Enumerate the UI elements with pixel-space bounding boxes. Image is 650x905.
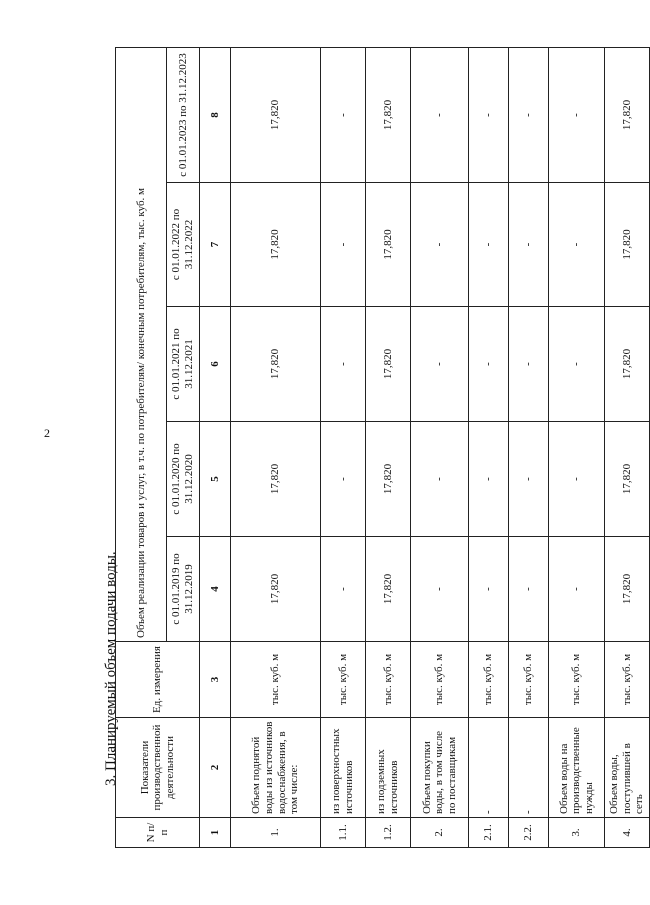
row-num: 2.	[411, 818, 469, 848]
row-num: 1.1.	[321, 818, 366, 848]
row-unit: тыс. куб. м	[605, 642, 650, 718]
row-value: 17,820	[605, 307, 650, 422]
row-name: из поверхностных источников	[321, 718, 366, 818]
row-value: -	[549, 183, 605, 307]
row-value: -	[469, 422, 509, 537]
table-row	[605, 47, 650, 847]
row-unit: тыс. куб. м	[469, 642, 509, 718]
row-name: -	[509, 718, 549, 818]
row-value: -	[321, 183, 366, 307]
column-number: 5	[200, 422, 231, 537]
row-value: 17,820	[605, 183, 650, 307]
row-value: -	[411, 422, 469, 537]
row-value: -	[321, 307, 366, 422]
table-row	[366, 47, 411, 847]
row-value: -	[469, 307, 509, 422]
row-value: -	[549, 537, 605, 642]
row-value: 17,820	[231, 183, 321, 307]
row-value: -	[469, 47, 509, 182]
row-value: -	[509, 307, 549, 422]
row-num: 1.2.	[366, 818, 411, 848]
header-period: с 01.01.2023 по 31.12.2023	[167, 47, 200, 182]
header-period: с 01.01.2021 по 31.12.2021	[167, 307, 200, 422]
row-value: 17,820	[366, 422, 411, 537]
row-value: 17,820	[366, 537, 411, 642]
row-unit: тыс. куб. м	[321, 642, 366, 718]
row-value: -	[411, 307, 469, 422]
row-value: -	[509, 183, 549, 307]
row-value: -	[469, 537, 509, 642]
row-value: 17,820	[231, 422, 321, 537]
header-unit: Ед. измерения	[116, 642, 200, 718]
row-value: -	[509, 422, 549, 537]
section-title: 3. Планируемый объем подачи воды.	[103, 551, 119, 786]
row-value: 17,820	[231, 47, 321, 182]
row-num: 1.	[231, 818, 321, 848]
row-value: -	[549, 307, 605, 422]
column-number: 8	[200, 47, 231, 182]
row-name: Объем покупки воды, в том числе по поставщикам	[411, 718, 469, 818]
row-value: 17,820	[605, 537, 650, 642]
column-number: 4	[200, 537, 231, 642]
table-row	[231, 47, 321, 847]
table-row	[509, 47, 549, 847]
row-value: -	[321, 537, 366, 642]
row-value: -	[549, 422, 605, 537]
row-value: 17,820	[231, 307, 321, 422]
row-value: 17,820	[605, 422, 650, 537]
row-name: из подземных источников	[366, 718, 411, 818]
water-supply-table	[115, 47, 650, 848]
header-period: с 01.01.2019 по 31.12.2019	[167, 537, 200, 642]
row-value: 17,820	[605, 47, 650, 182]
row-name: Объем поднятой воды из источников водоснабжения, в том числе:	[231, 718, 321, 818]
row-num: 4.	[605, 818, 650, 848]
row-num: 3.	[549, 818, 605, 848]
row-value: -	[411, 183, 469, 307]
row-value: -	[411, 47, 469, 182]
row-name: Объем воды на производственные нужды	[549, 718, 605, 818]
row-name: Объем воды, поступившей в сеть	[605, 718, 650, 818]
header-period-group: Объем реализации товаров и услуг, в т.ч. по потребителям/ конечным потребителям, тыс. куб. м	[116, 47, 167, 641]
column-number: 3	[200, 642, 231, 718]
row-unit: тыс. куб. м	[231, 642, 321, 718]
row-unit: тыс. куб. м	[549, 642, 605, 718]
header-num: N п/п	[116, 818, 200, 848]
row-value: 17,820	[231, 537, 321, 642]
row-num: 2.1.	[469, 818, 509, 848]
column-number: 1	[200, 818, 231, 848]
row-unit: тыс. куб. м	[366, 642, 411, 718]
row-value: -	[549, 47, 605, 182]
row-num: 2.2.	[509, 818, 549, 848]
column-number: 7	[200, 183, 231, 307]
table-row	[549, 47, 605, 847]
row-unit: тыс. куб. м	[411, 642, 469, 718]
table-row	[321, 47, 366, 847]
row-value: -	[509, 47, 549, 182]
water-supply-table-container	[115, 48, 646, 848]
row-value: 17,820	[366, 183, 411, 307]
row-value: -	[411, 537, 469, 642]
table-row	[411, 47, 469, 847]
row-value: -	[509, 537, 549, 642]
row-value: 17,820	[366, 307, 411, 422]
column-number: 6	[200, 307, 231, 422]
table-row	[469, 47, 509, 847]
row-name: -	[469, 718, 509, 818]
row-value: 17,820	[366, 47, 411, 182]
row-value: -	[321, 422, 366, 537]
row-value: -	[469, 183, 509, 307]
header-indicator: Показатели производственной деятельности	[116, 718, 200, 818]
page-number: 2	[44, 426, 50, 440]
column-number: 2	[200, 718, 231, 818]
header-period: с 01.01.2020 по 31.12.2020	[167, 422, 200, 537]
row-value: -	[321, 47, 366, 182]
header-period: с 01.01.2022 по 31.12.2022	[167, 183, 200, 307]
row-unit: тыс. куб. м	[509, 642, 549, 718]
